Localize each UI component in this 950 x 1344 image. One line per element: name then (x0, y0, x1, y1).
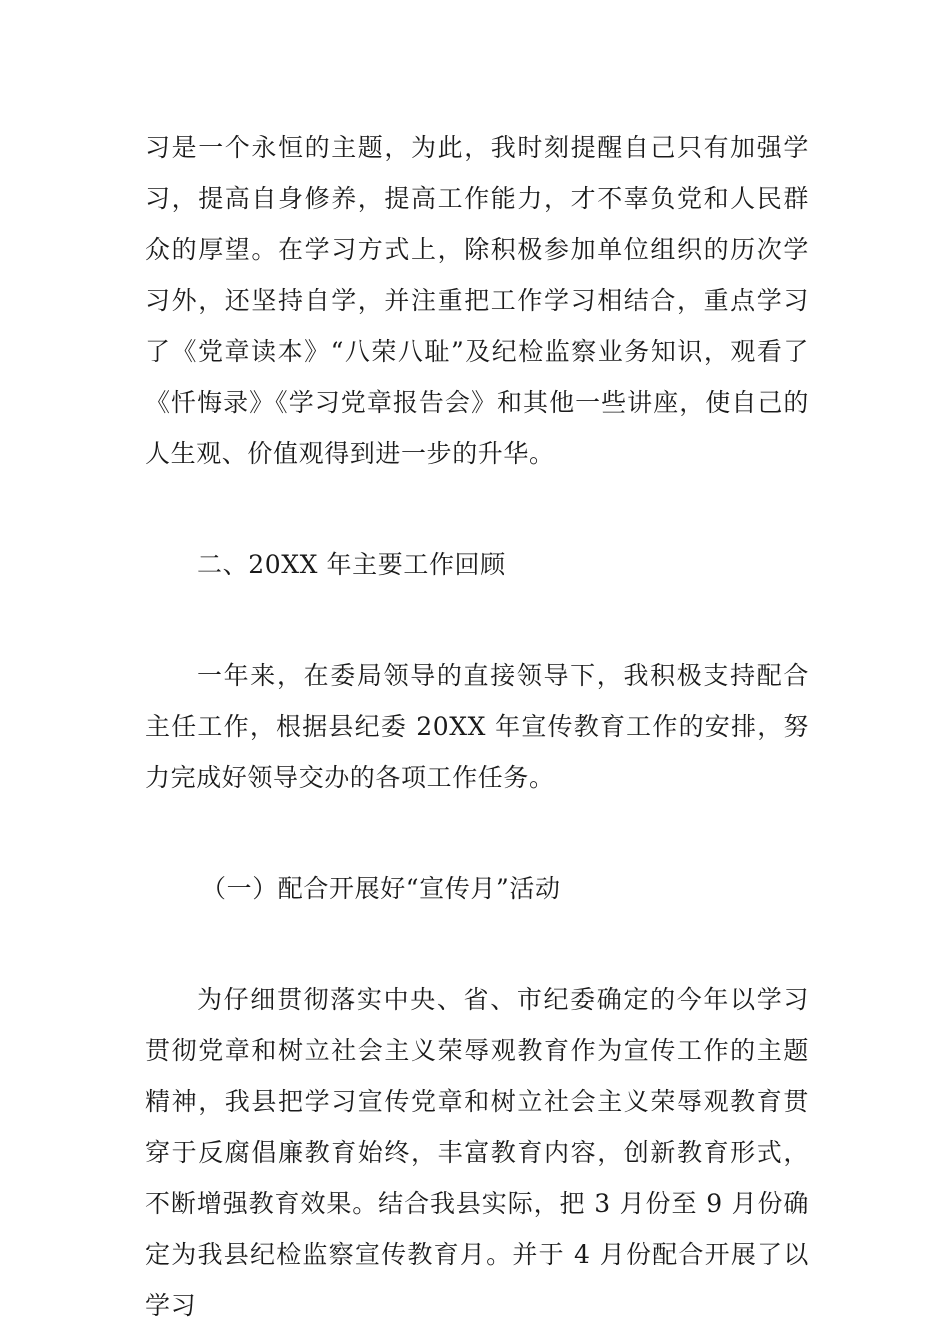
subsection-one-paragraph: 为仔细贯彻落实中央、省、市纪委确定的今年以学习贯彻党章和树立社会主义荣辱观教育作为宣传工作的主题精神，我县把学习宣传党章和树立社会主义荣辱观教育贯穿于反腐倡廉教育始终，丰富教育内容，创新教育形式，不断增强教育效果。结合我县实际，把 3 月份至 9 月份确定为我县纪检监察宣传教育月。并于 4 月份配合开展了以学习 (145, 985, 809, 1320)
section-two-heading: 二、20XX 年主要工作回顾 (197, 550, 506, 579)
document-body (145, 122, 809, 1331)
subsection-one-heading: （一）配合开展好“宣传月”活动 (201, 874, 561, 903)
intro-paragraph: 习是一个永恒的主题，为此，我时刻提醒自己只有加强学习，提高自身修养，提高工作能力，才不辜负党和人民群众的厚望。在学习方式上，除积极参加单位组织的历次学习外，还坚持自学，并注重把工作学习相结合，重点学习了《党章读本》“八荣八耻”及纪检监察业务知识，观看了《忏悔录》《学习党章报告会》和其他一些讲座，使自己的人生观、价值观得到进一步的升华。 (145, 133, 809, 468)
section-two-paragraph: 一年来，在委局领导的直接领导下，我积极支持配合主任工作，根据县纪委 20XX 年宣传教育工作的安排，努力完成好领导交办的各项工作任务。 (145, 661, 809, 792)
